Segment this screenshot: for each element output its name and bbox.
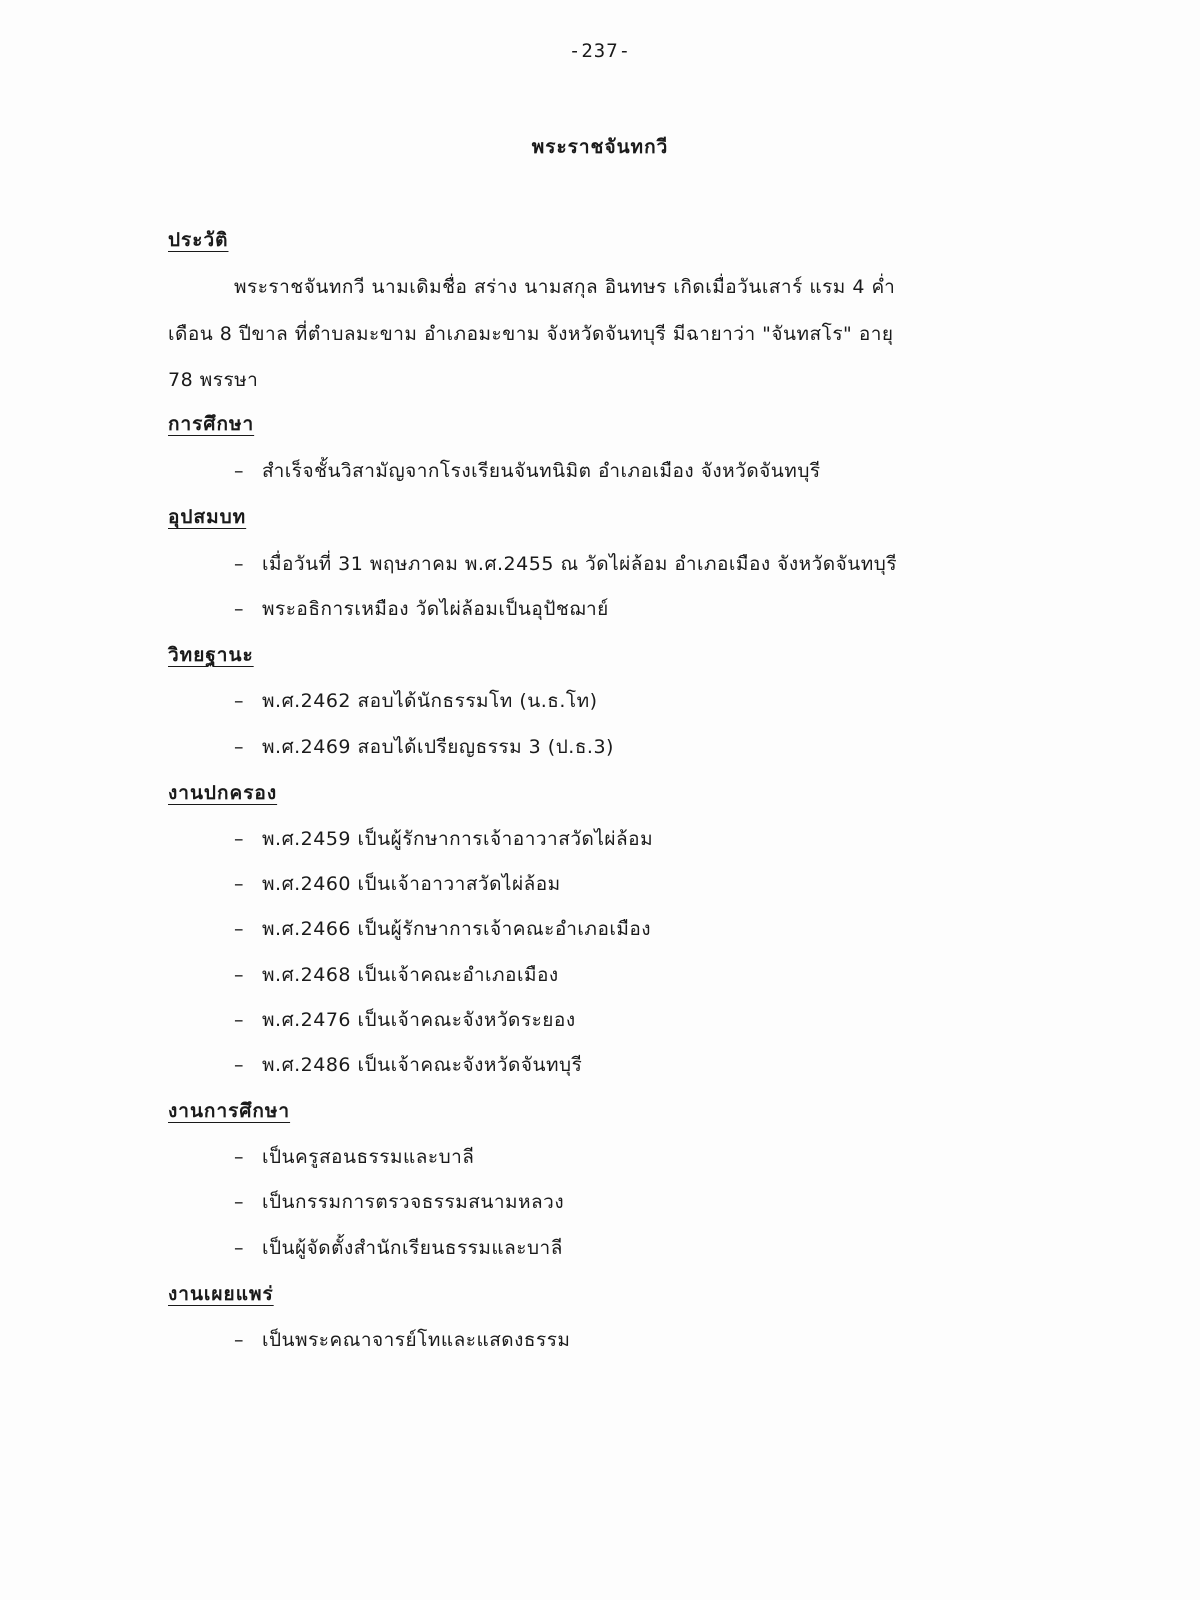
ordination-item-2 <box>234 594 609 624</box>
ordination-item-text: พระอธิการเหมือง วัดไผ่ล้อมเป็นอุปัชฌาย์ <box>262 598 609 620</box>
heading-history: ประวัติ <box>168 229 229 251</box>
history-line-3: 78 พรรษา <box>168 369 259 391</box>
academic-item-1 <box>234 686 598 716</box>
heading-ordination: อุปสมบท <box>168 506 247 528</box>
teaching-item-text: เป็นครูสอนธรรมและบาลี <box>262 1146 475 1168</box>
education-item <box>234 456 821 486</box>
bullet-dash: – <box>234 736 244 758</box>
bullet-dash: – <box>234 873 244 895</box>
ordination-item-1 <box>234 549 897 579</box>
bullet-dash: – <box>234 1054 244 1076</box>
heading-propagation: งานเผยแพร่ <box>168 1283 274 1305</box>
bullet-dash: – <box>234 964 244 986</box>
teaching-item-text: เป็นผู้จัดตั้งสำนักเรียนธรรมและบาลี <box>262 1237 563 1259</box>
academic-item-text: พ.ศ.2469 สอบได้เปรียญธรรม 3 (ป.ธ.3) <box>262 736 614 758</box>
page-title: พระราชจันทกวี <box>531 136 669 158</box>
administration-item-3 <box>234 914 651 944</box>
administration-item-text: พ.ศ.2486 เป็นเจ้าคณะจังหวัดจันทบุรี <box>262 1054 583 1076</box>
administration-item-2 <box>234 869 561 899</box>
page-number: -237- <box>568 40 632 62</box>
heading-teaching: งานการศึกษา <box>168 1100 291 1122</box>
administration-item-text: พ.ศ.2468 เป็นเจ้าคณะอำเภอเมือง <box>262 964 559 986</box>
administration-item-1 <box>234 824 653 854</box>
propagation-item-text: เป็นพระคณาจารย์โทและแสดงธรรม <box>262 1329 571 1351</box>
administration-item-text: พ.ศ.2466 เป็นผู้รักษาการเจ้าคณะอำเภอเมือง <box>262 918 652 940</box>
bullet-dash: – <box>234 553 244 575</box>
heading-education: การศึกษา <box>168 413 255 435</box>
bullet-dash: – <box>234 1146 244 1168</box>
bullet-dash: – <box>234 690 244 712</box>
administration-item-text: พ.ศ.2459 เป็นผู้รักษาการเจ้าอาวาสวัดไผ่ล้อม <box>262 828 654 850</box>
administration-item-5 <box>234 1005 576 1035</box>
administration-item-6 <box>234 1050 582 1080</box>
propagation-item-1 <box>234 1325 570 1355</box>
bullet-dash: – <box>234 1191 244 1213</box>
bullet-dash: – <box>234 1237 244 1259</box>
education-item-text: สำเร็จชั้นวิสามัญจากโรงเรียนจันทนิมิต อำเภอเมือง จังหวัดจันทบุรี <box>262 460 821 482</box>
heading-academic: วิทยฐานะ <box>168 644 254 666</box>
administration-item-4 <box>234 960 559 990</box>
teaching-item-2 <box>234 1187 564 1217</box>
administration-item-text: พ.ศ.2476 เป็นเจ้าคณะจังหวัดระยอง <box>262 1009 576 1031</box>
administration-item-text: พ.ศ.2460 เป็นเจ้าอาวาสวัดไผ่ล้อม <box>262 873 561 895</box>
bullet-dash: – <box>234 918 244 940</box>
teaching-item-3 <box>234 1233 563 1263</box>
teaching-item-1 <box>234 1142 474 1172</box>
bullet-dash: – <box>234 1329 244 1351</box>
teaching-item-text: เป็นกรรมการตรวจธรรมสนามหลวง <box>262 1191 565 1213</box>
bullet-dash: – <box>234 828 244 850</box>
bullet-dash: – <box>234 460 244 482</box>
ordination-item-text: เมื่อวันที่ 31 พฤษภาคม พ.ศ.2455 ณ วัดไผ่ล้อม อำเภอเมือง จังหวัดจันทบุรี <box>262 553 898 575</box>
bullet-dash: – <box>234 1009 244 1031</box>
academic-item-text: พ.ศ.2462 สอบได้นักธรรมโท (น.ธ.โท) <box>262 690 598 712</box>
heading-administration: งานปกครอง <box>168 782 278 804</box>
history-line-2: เดือน 8 ปีขาล ที่ตำบลมะขาม อำเภอมะขาม จังหวัดจันทบุรี มีฉายาว่า "จันทสโร" อายุ <box>168 323 894 345</box>
history-line-1: พระราชจันทกวี นามเดิมชื่อ สร่าง นามสกุล อินทษร เกิดเมื่อวันเสาร์ แรม 4 ค่ำ <box>234 276 896 298</box>
academic-item-2 <box>234 732 614 762</box>
bullet-dash: – <box>234 598 244 620</box>
